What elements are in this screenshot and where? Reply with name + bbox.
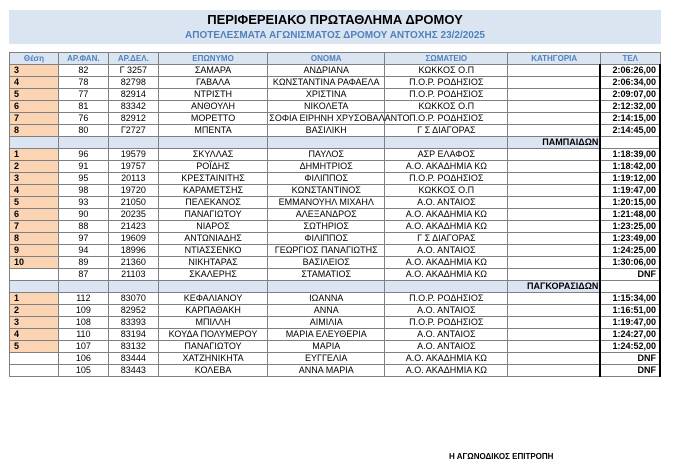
cell-license: 21103 bbox=[108, 269, 158, 281]
cell-license: 83443 bbox=[108, 365, 158, 377]
cell-club: Π.Ο.Ρ. ΡΟΔΗΣΙΟΣ bbox=[385, 113, 508, 125]
cell-position: 4 bbox=[10, 77, 59, 89]
table-row bbox=[10, 317, 661, 329]
cell-bib: 76 bbox=[58, 113, 108, 125]
cell-club: Α.Ο. ΑΚΑΔΗΜΙΑ ΚΩ bbox=[385, 221, 508, 233]
section-spacer bbox=[268, 137, 385, 149]
cell-club: ΑΣΡ ΕΛΑΦΟΣ bbox=[385, 149, 508, 161]
cell-bib: 95 bbox=[58, 173, 108, 185]
cell-time: DNF bbox=[600, 353, 660, 365]
cell-license: 82952 bbox=[108, 305, 158, 317]
table-row bbox=[10, 245, 661, 257]
cell-surname: ΣΚΥΛΛΑΣ bbox=[158, 149, 267, 161]
cell-position: 5 bbox=[10, 197, 59, 209]
section-spacer bbox=[600, 281, 660, 293]
cell-position: 7 bbox=[10, 113, 59, 125]
cell-category bbox=[508, 185, 600, 197]
cell-surname: ΝΤΙΑΣΣΕΝΚΟ bbox=[158, 245, 267, 257]
section-spacer bbox=[268, 281, 385, 293]
cell-name: ΦΙΛΙΠΠΟΣ bbox=[268, 173, 385, 185]
cell-license: 82912 bbox=[108, 113, 158, 125]
cell-surname: ΑΝΘΟΥΛΗ bbox=[158, 101, 267, 113]
cell-surname: ΠΑΝΑΓΙΩΤΟΥ bbox=[158, 209, 267, 221]
cell-bib: 109 bbox=[58, 305, 108, 317]
table-row bbox=[10, 101, 661, 113]
cell-position: 3 bbox=[10, 317, 59, 329]
results-table bbox=[9, 52, 661, 377]
cell-position: 3 bbox=[10, 65, 59, 77]
cell-bib: 93 bbox=[58, 197, 108, 209]
cell-name: ΙΩΑΝΝΑ bbox=[268, 293, 385, 305]
cell-license: Γ2727 bbox=[108, 125, 158, 137]
cell-name: ΝΙΚΟΛΕΤΑ bbox=[268, 101, 385, 113]
cell-category bbox=[508, 221, 600, 233]
section-spacer bbox=[108, 281, 158, 293]
table-row bbox=[10, 65, 661, 77]
cell-time: 2:09:07,00 bbox=[600, 89, 660, 101]
cell-name: ΑΝΝΑ bbox=[268, 305, 385, 317]
section-header-row bbox=[10, 137, 661, 149]
cell-name: ΒΑΣΙΛΙΚΗ bbox=[268, 125, 385, 137]
col-bib: ΑΡ.ΦΑΝ. bbox=[58, 53, 108, 65]
cell-surname: ΡΟΪΔΗΣ bbox=[158, 161, 267, 173]
cell-time: 1:24:52,00 bbox=[600, 341, 660, 353]
cell-category bbox=[508, 149, 600, 161]
cell-time: DNF bbox=[600, 269, 660, 281]
cell-category bbox=[508, 113, 600, 125]
cell-bib: 105 bbox=[58, 365, 108, 377]
cell-club: ΚΩΚΚΟΣ Ο.Π bbox=[385, 65, 508, 77]
cell-license: 19609 bbox=[108, 233, 158, 245]
cell-name: ΔΗΜΗΤΡΙΟΣ bbox=[268, 161, 385, 173]
cell-bib: 108 bbox=[58, 317, 108, 329]
page-subtitle: ΑΠΟΤΕΛΕΣΜΑΤΑ ΑΓΩΝΙΣΜΑΤΟΣ ΔΡΟΜΟΥ ΑΝΤΟΧΗΣ 23/2/2025 bbox=[185, 30, 485, 41]
page-title: ΠΕΡΙΦΕΡΕΙΑΚΟ ΠΡΩΤΑΘΛΗΜΑ ΔΡΟΜΟΥ bbox=[207, 12, 463, 27]
cell-name: ΧΡΙΣΤΙΝΑ bbox=[268, 89, 385, 101]
cell-bib: 98 bbox=[58, 185, 108, 197]
section-spacer bbox=[58, 281, 108, 293]
results-body bbox=[10, 65, 661, 377]
cell-surname: ΠΑΝΑΓΙΩΤΟΥ bbox=[158, 341, 267, 353]
cell-category bbox=[508, 257, 600, 269]
cell-category bbox=[508, 197, 600, 209]
cell-time: 1:18:42,00 bbox=[600, 161, 660, 173]
cell-category bbox=[508, 173, 600, 185]
cell-position: 6 bbox=[10, 101, 59, 113]
section-spacer bbox=[158, 137, 267, 149]
table-row bbox=[10, 341, 661, 353]
col-time: ΤΕΛ bbox=[600, 53, 660, 65]
cell-surname: ΚΡΕΣΤΑΙΝΙΤΗΣ bbox=[158, 173, 267, 185]
cell-bib: 80 bbox=[58, 125, 108, 137]
cell-license: 82914 bbox=[108, 89, 158, 101]
cell-surname: ΧΑΤΖΗΝΙΚΗΤΑ bbox=[158, 353, 267, 365]
col-surname: ΕΠΩΝΥΜΟ bbox=[158, 53, 267, 65]
section-spacer bbox=[10, 137, 59, 149]
cell-license: 83393 bbox=[108, 317, 158, 329]
cell-category bbox=[508, 101, 600, 113]
table-header-row bbox=[10, 53, 661, 65]
cell-bib: 110 bbox=[58, 329, 108, 341]
cell-bib: 106 bbox=[58, 353, 108, 365]
cell-surname: ΝΙΑΡΟΣ bbox=[158, 221, 267, 233]
cell-name: ΕΥΓΓΕΛΙΑ bbox=[268, 353, 385, 365]
cell-name: ΜΑΡΙΑ bbox=[268, 341, 385, 353]
cell-surname: ΣΑΜΑΡΑ bbox=[158, 65, 267, 77]
cell-name: ΑΙΜΙΛΙΑ bbox=[268, 317, 385, 329]
cell-position: 5 bbox=[10, 89, 59, 101]
cell-license: 19579 bbox=[108, 149, 158, 161]
cell-surname: ΣΚΑΛΕΡΗΣ bbox=[158, 269, 267, 281]
cell-time: 2:14:45,00 bbox=[600, 125, 660, 137]
cell-license: 82798 bbox=[108, 77, 158, 89]
cell-club: ΚΩΚΚΟΣ Ο.Π bbox=[385, 101, 508, 113]
cell-name: ΓΕΩΡΓΙΟΣ ΠΑΝΑΓΙΩΤΗΣ bbox=[268, 245, 385, 257]
table-row bbox=[10, 365, 661, 377]
cell-club: Γ Σ ΔΙΑΓΟΡΑΣ bbox=[385, 233, 508, 245]
cell-position: 9 bbox=[10, 245, 59, 257]
cell-category bbox=[508, 269, 600, 281]
section-label: ΠΑΜΠΑΙΔΩΝ bbox=[508, 137, 600, 149]
cell-name: ΣΟΦΙΑ ΕΙΡΗΝΗ ΧΡΥΣΟΒΑΛΑΝΤΟ bbox=[269, 113, 410, 123]
cell-surname: ΜΟΡΕΤΤΟ bbox=[158, 113, 267, 125]
cell-position: 5 bbox=[10, 341, 59, 353]
cell-category bbox=[508, 365, 600, 377]
cell-position: 2 bbox=[10, 161, 59, 173]
cell-surname: ΜΠΕΝΤΑ bbox=[158, 125, 267, 137]
cell-category bbox=[508, 329, 600, 341]
cell-time: 1:19:47,00 bbox=[600, 185, 660, 197]
cell-club: Α.Ο. ΑΚΑΔΗΜΙΑ ΚΩ bbox=[385, 353, 508, 365]
cell-license: 20235 bbox=[108, 209, 158, 221]
cell-category bbox=[508, 209, 600, 221]
table-row bbox=[10, 221, 661, 233]
cell-club: Π.Ο.Ρ. ΡΟΔΗΣΙΟΣ bbox=[385, 173, 508, 185]
table-row bbox=[10, 293, 661, 305]
cell-club: Α.Ο. ΑΚΑΔΗΜΙΑ ΚΩ bbox=[385, 161, 508, 173]
table-row bbox=[10, 353, 661, 365]
cell-name: ΚΩΝΣΤΑΝΤΙΝΟΣ bbox=[268, 185, 385, 197]
cell-club: Α.Ο. ΑΚΑΔΗΜΙΑ ΚΩ bbox=[385, 269, 508, 281]
cell-bib: 90 bbox=[58, 209, 108, 221]
cell-position: 7 bbox=[10, 221, 59, 233]
cell-club: ΚΩΚΚΟΣ Ο.Π bbox=[385, 185, 508, 197]
cell-position: 1 bbox=[10, 293, 59, 305]
cell-category bbox=[508, 65, 600, 77]
table-row bbox=[10, 185, 661, 197]
cell-time: 1:23:25,00 bbox=[600, 221, 660, 233]
cell-club: Α.Ο. ΑΝΤΑΙΟΣ bbox=[385, 245, 508, 257]
cell-position bbox=[10, 353, 59, 365]
cell-time: 1:23:49,00 bbox=[600, 233, 660, 245]
cell-surname: ΚΑΡΠΑΘΑΚΗ bbox=[158, 305, 267, 317]
cell-bib: 78 bbox=[58, 77, 108, 89]
cell-license: 83132 bbox=[108, 341, 158, 353]
title-banner bbox=[9, 10, 661, 44]
cell-category bbox=[508, 233, 600, 245]
cell-license: 83342 bbox=[108, 101, 158, 113]
cell-name: ΚΩΝΣΤΑΝΤΙΝΑ ΡΑΦΑΕΛΑ bbox=[268, 77, 385, 89]
section-spacer bbox=[10, 281, 59, 293]
cell-bib: 112 bbox=[58, 293, 108, 305]
cell-bib: 88 bbox=[58, 221, 108, 233]
table-row bbox=[10, 113, 661, 125]
cell-time: 1:19:12,00 bbox=[600, 173, 660, 185]
cell-club: Π.Ο.Ρ. ΡΟΔΗΣΙΟΣ bbox=[385, 293, 508, 305]
cell-name: ΦΙΛΙΠΠΟΣ bbox=[268, 233, 385, 245]
section-spacer bbox=[158, 281, 267, 293]
col-name: ΟΝΟΜΑ bbox=[268, 53, 385, 65]
cell-category bbox=[508, 353, 600, 365]
cell-position: 2 bbox=[10, 305, 59, 317]
cell-club: Π.Ο.Ρ. ΡΟΔΗΣΙΟΣ bbox=[385, 77, 508, 89]
cell-club: Γ Σ ΔΙΑΓΟΡΑΣ bbox=[385, 125, 508, 137]
cell-surname: ΝΙΚΗΤΑΡΑΣ bbox=[158, 257, 267, 269]
cell-name: ΑΛΕΞΑΝΔΡΟΣ bbox=[268, 209, 385, 221]
cell-position: 8 bbox=[10, 125, 59, 137]
cell-license: 18996 bbox=[108, 245, 158, 257]
cell-time: 1:24:25,00 bbox=[600, 245, 660, 257]
cell-license: 83444 bbox=[108, 353, 158, 365]
cell-time: 2:12:32,00 bbox=[600, 101, 660, 113]
cell-bib: 81 bbox=[58, 101, 108, 113]
cell-license: 21423 bbox=[108, 221, 158, 233]
cell-bib: 97 bbox=[58, 233, 108, 245]
cell-bib: 89 bbox=[58, 257, 108, 269]
cell-time: 1:20:15,00 bbox=[600, 197, 660, 209]
cell-time: 2:06:26,00 bbox=[600, 65, 660, 77]
cell-license: 19757 bbox=[108, 161, 158, 173]
cell-time: 1:19:47,00 bbox=[600, 317, 660, 329]
cell-category bbox=[508, 317, 600, 329]
cell-category bbox=[508, 305, 600, 317]
table-row bbox=[10, 269, 661, 281]
cell-club: Α.Ο. ΑΝΤΑΙΟΣ bbox=[385, 197, 508, 209]
cell-club: Π.Ο.Ρ. ΡΟΔΗΣΙΟΣ bbox=[385, 89, 508, 101]
cell-club: Α.Ο. ΑΝΤΑΙΟΣ bbox=[385, 305, 508, 317]
cell-surname: ΜΠΙΛΛΗ bbox=[158, 317, 267, 329]
cell-name: ΠΑΥΛΟΣ bbox=[268, 149, 385, 161]
cell-name: ΜΑΡΙΑ ΕΛΕΥΘΕΡΙΑ bbox=[268, 329, 385, 341]
cell-name: ΑΝΝΑ ΜΑΡΙΑ bbox=[268, 365, 385, 377]
cell-club: Α.Ο. ΑΚΑΔΗΜΙΑ ΚΩ bbox=[385, 209, 508, 221]
table-row bbox=[10, 161, 661, 173]
table-row bbox=[10, 257, 661, 269]
cell-position: 10 bbox=[10, 257, 59, 269]
cell-position: 6 bbox=[10, 209, 59, 221]
cell-position bbox=[10, 365, 59, 377]
cell-license: 83070 bbox=[108, 293, 158, 305]
cell-surname: ΚΑΡΑΜΕΤΣΗΣ bbox=[158, 185, 267, 197]
cell-position bbox=[10, 269, 59, 281]
col-category: ΚΑΤΗΓΟΡΙΑ bbox=[508, 53, 600, 65]
col-position: Θέση bbox=[10, 53, 59, 65]
table-row bbox=[10, 305, 661, 317]
table-row bbox=[10, 149, 661, 161]
cell-name: ΒΑΣΙΛΕΙΟΣ bbox=[268, 257, 385, 269]
cell-time: 1:16:51,00 bbox=[600, 305, 660, 317]
section-header-row bbox=[10, 281, 661, 293]
cell-surname: ΓΑΒΑΛΑ bbox=[158, 77, 267, 89]
cell-category bbox=[508, 161, 600, 173]
cell-surname: ΚΟΛΕΒΑ bbox=[158, 365, 267, 377]
cell-category bbox=[508, 293, 600, 305]
section-spacer bbox=[600, 137, 660, 149]
cell-time: 1:18:39,00 bbox=[600, 149, 660, 161]
cell-time: 1:15:34,00 bbox=[600, 293, 660, 305]
table-row bbox=[10, 77, 661, 89]
cell-position: 3 bbox=[10, 173, 59, 185]
table-row bbox=[10, 329, 661, 341]
cell-surname: ΚΕΦΑΛΙΑΝΟΥ bbox=[158, 293, 267, 305]
section-label: ΠΑΓΚΟΡΑΣΙΔΩΝ bbox=[508, 281, 600, 293]
cell-category bbox=[508, 89, 600, 101]
table-row bbox=[10, 197, 661, 209]
cell-license: 21360 bbox=[108, 257, 158, 269]
table-row bbox=[10, 233, 661, 245]
cell-surname: ΝΤΡΙΣΤΗ bbox=[158, 89, 267, 101]
cell-time: 2:06:34,00 bbox=[600, 77, 660, 89]
cell-license: 21050 bbox=[108, 197, 158, 209]
cell-club: Α.Ο. ΑΚΑΔΗΜΙΑ ΚΩ bbox=[385, 365, 508, 377]
section-spacer bbox=[385, 137, 508, 149]
cell-club: Α.Ο. ΑΝΤΑΙΟΣ bbox=[385, 341, 508, 353]
section-spacer bbox=[58, 137, 108, 149]
cell-bib: 91 bbox=[58, 161, 108, 173]
cell-club: Π.Ο.Ρ. ΡΟΔΗΣΙΟΣ bbox=[385, 317, 508, 329]
cell-position: 4 bbox=[10, 185, 59, 197]
table-row bbox=[10, 173, 661, 185]
cell-bib: 107 bbox=[58, 341, 108, 353]
cell-surname: ΑΝΤΩΝΙΑΔΗΣ bbox=[158, 233, 267, 245]
cell-category bbox=[508, 125, 600, 137]
cell-time: 1:21:48,00 bbox=[600, 209, 660, 221]
cell-category bbox=[508, 245, 600, 257]
cell-category bbox=[508, 341, 600, 353]
table-row bbox=[10, 209, 661, 221]
cell-license: 83194 bbox=[108, 329, 158, 341]
cell-club: Α.Ο. ΑΝΤΑΙΟΣ bbox=[385, 329, 508, 341]
cell-time: 1:24:27,00 bbox=[600, 329, 660, 341]
section-spacer bbox=[385, 281, 508, 293]
cell-time: 2:14:15,00 bbox=[600, 113, 660, 125]
cell-name: ΑΝΔΡΙΑΝΑ bbox=[268, 65, 385, 77]
cell-time: 1:30:06,00 bbox=[600, 257, 660, 269]
cell-bib: 77 bbox=[58, 89, 108, 101]
cell-bib: 94 bbox=[58, 245, 108, 257]
cell-position: 1 bbox=[10, 149, 59, 161]
cell-surname: ΠΕΛΕΚΑΝΟΣ bbox=[158, 197, 267, 209]
cell-club: Α.Ο. ΑΚΑΔΗΜΙΑ ΚΩ bbox=[385, 257, 508, 269]
table-row bbox=[10, 125, 661, 137]
col-license: ΑΡ.ΔΕΛ. bbox=[108, 53, 158, 65]
cell-license: Γ 3257 bbox=[108, 65, 158, 77]
cell-category bbox=[508, 77, 600, 89]
cell-bib: 87 bbox=[58, 269, 108, 281]
cell-position: 8 bbox=[10, 233, 59, 245]
section-spacer bbox=[108, 137, 158, 149]
cell-bib: 96 bbox=[58, 149, 108, 161]
cell-bib: 82 bbox=[58, 65, 108, 77]
cell-license: 19720 bbox=[108, 185, 158, 197]
cell-position: 4 bbox=[10, 329, 59, 341]
cell-name: ΣΩΤΗΡΙΟΣ bbox=[268, 221, 385, 233]
cell-surname: ΚΟΥΔΑ ΠΟΛΥΜΕΡΟΥ bbox=[158, 329, 267, 341]
cell-name: ΕΜΜΑΝΟΥΗΛ ΜΙΧΑΗΛ bbox=[268, 197, 385, 209]
col-club: ΣΩΜΑΤΕΙΟ bbox=[385, 53, 508, 65]
committee-signature: Η ΑΓΩΝΟΔΙΚΟΣ ΕΠΙΤΡΟΠΗ bbox=[449, 452, 554, 461]
cell-name: ΣΤΑΜΑΤΙΟΣ bbox=[268, 269, 385, 281]
cell-license: 20113 bbox=[108, 173, 158, 185]
cell-time: DNF bbox=[600, 365, 660, 377]
table-row bbox=[10, 89, 661, 101]
